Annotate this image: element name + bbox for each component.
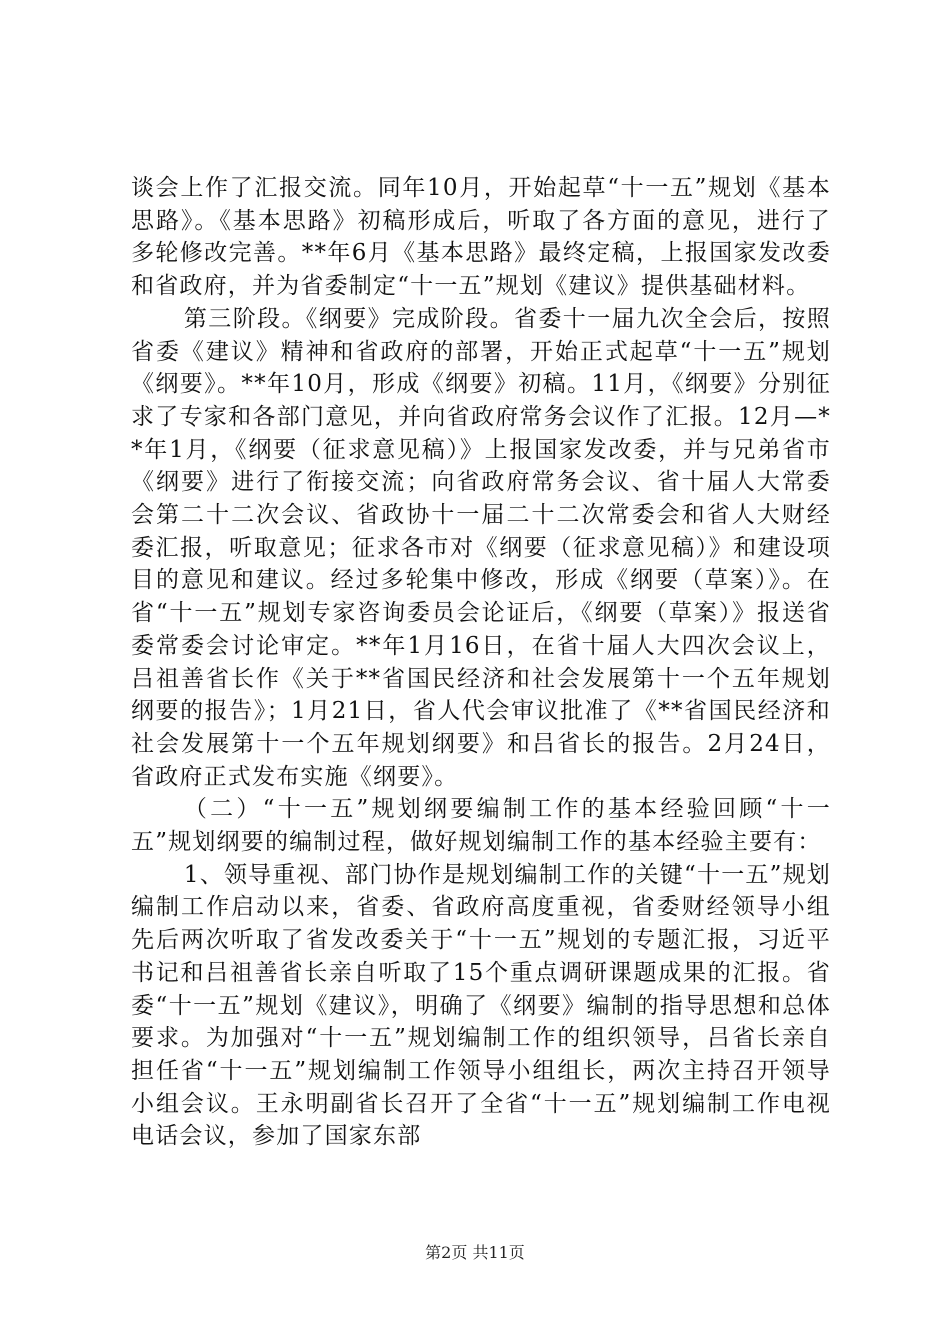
page-number-footer: 第2页 共11页 (425, 1243, 525, 1262)
paragraph-experience-one: 1、领导重视、部门协作是规划编制工作的关键“十一五”规划编制工作启动以来，省委、省政府高度重视，省委财经领导小组先后两次听取了省发改委关于“十一五”规划的专题汇报，习近平书记和吕祖善省长亲自听取了15个重点调研课题成果的汇报。省委“十一五”规划《建议》，明确了《纲要》编制的指导思想和总体要求。为加强对“十一五”规划编制工作的组织领导，吕省长亲自担任省“十一五”规划编制工作领导小组组长，两次主持召开领导小组会议。王永明副省长召开了全省“十一五”规划编制工作电视电话会议，参加了国家东部 (131, 861, 831, 1150)
paragraph-section-two-heading: （二）“十一五”规划纲要编制工作的基本经验回顾“十一五”规划纲要的编制过程，做好规划编制工作的基本经验主要有： (131, 796, 831, 856)
paragraph-stage-three: 第三阶段。《纲要》完成阶段。省委十一届九次全会后，按照省委《建议》精神和省政府的部署，开始正式起草“十一五”规划《纲要》。**年10月，形成《纲要》初稿。11月，《纲要》分别征求了专家和各部门意见，并向省政府常务会议作了汇报。12月—**年1月，《纲要（征求意见稿）》上报国家发改委，并与兄弟省市《纲要》进行了衔接交流；向省政府常务会议、省十届人大常委会第二十二次会议、省政协十一届二十二次常委会和省人大财经委汇报，听取意见；征求各市对《纲要（征求意见稿）》和建设项目的意见和建议。经过多轮集中修改，形成《纲要（草案）》。在省“十一五”规划专家咨询委员会论证后，《纲要（草案）》报送省委常委会讨论审定。**年1月16日，在省十届人大四次会议上，吕祖善省长作《关于**省国民经济和社会发展第十一个五年规划纲要的报告》；1月21日，省人代会审议批准了《**省国民经济和社会发展第十一个五年规划纲要》和吕省长的报告。2月24日，省政府正式发布实施《纲要》。 (131, 305, 831, 790)
paragraph-continuation: 谈会上作了汇报交流。同年10月，开始起草“十一五”规划《基本思路》。《基本思路》初稿形成后，听取了各方面的意见，进行了多轮修改完善。**年6月《基本思路》最终定稿，上报国家发改委和省政府，并为省委制定“十一五”规划《建议》提供基础材料。 (131, 175, 831, 300)
document-body (131, 172, 831, 1153)
